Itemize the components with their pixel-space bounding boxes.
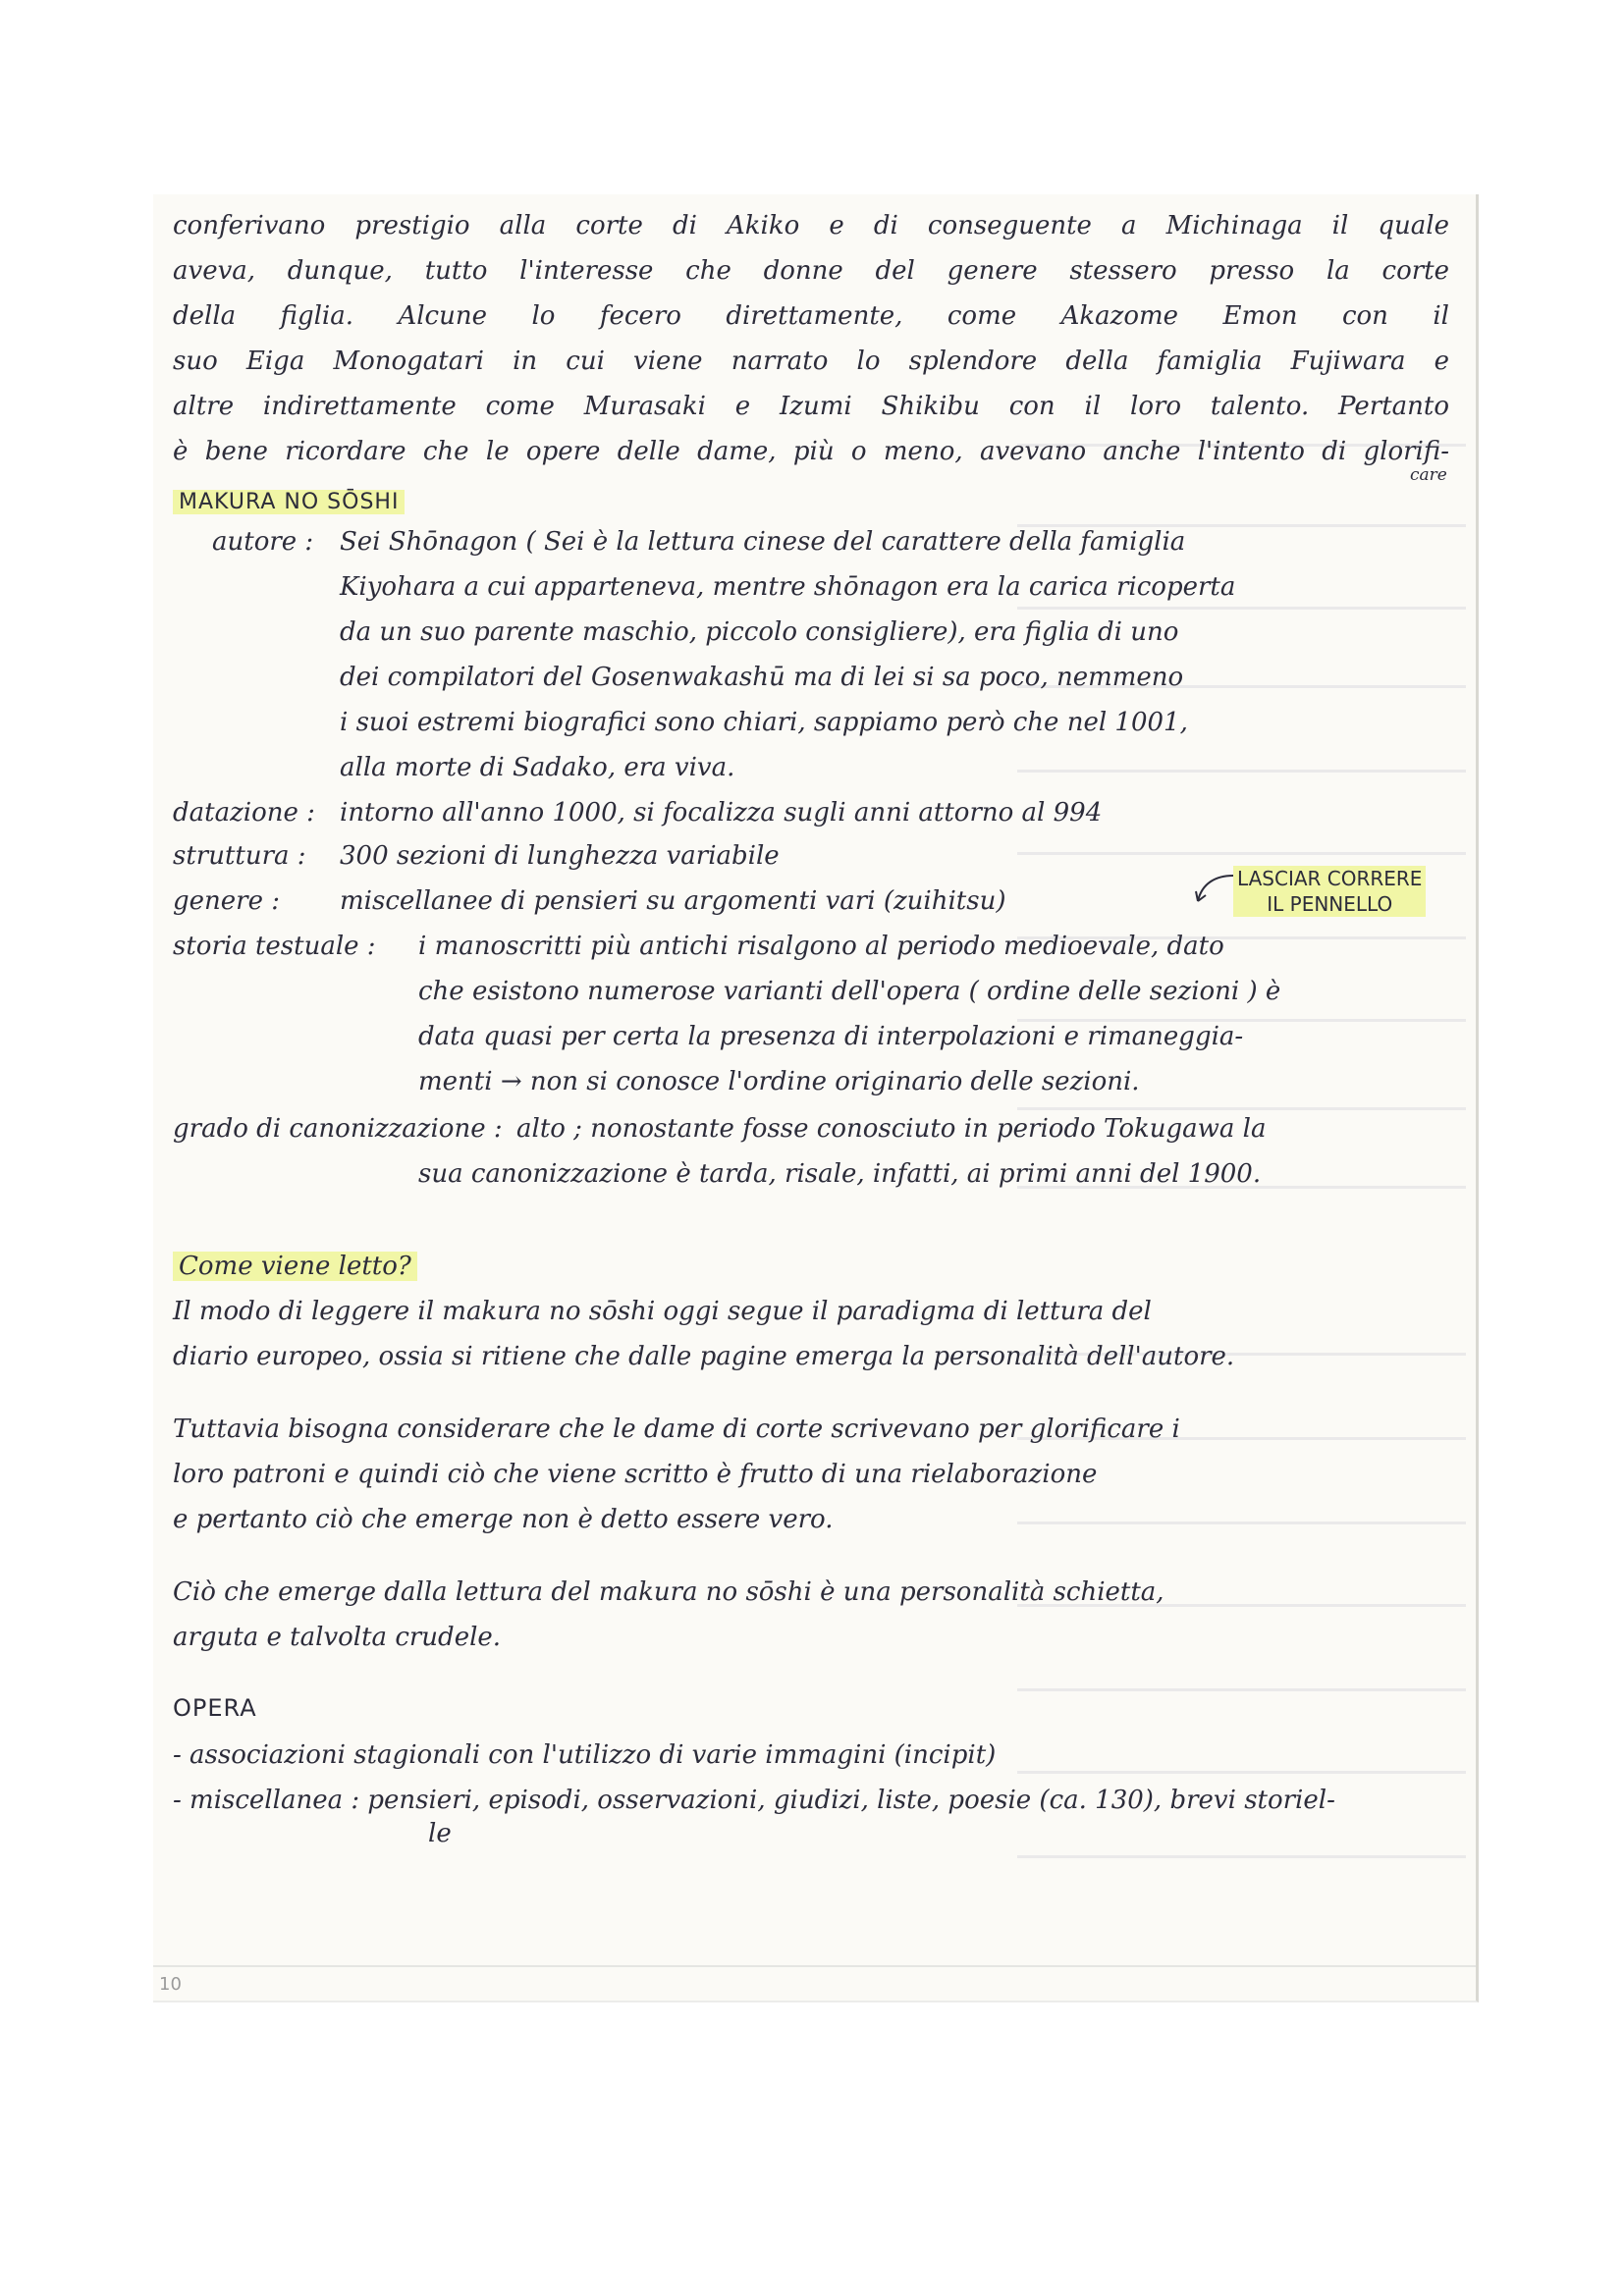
curved-arrow-icon: [1194, 872, 1237, 905]
genere-side-note: [1233, 866, 1426, 917]
intro-line: conferivano prestigio alla corte di Akiko e di conseguente a Michinaga il quale: [173, 211, 1449, 240]
storia-line: menti → non si conosce l'ordine originario delle sezioni.: [418, 1067, 1140, 1096]
grado-label: grado di canonizzazione :: [173, 1114, 503, 1144]
margin-note: care: [1410, 465, 1447, 485]
grado-line: alto ; nonostante fosse conosciuto in periodo Tokugawa la: [516, 1114, 1267, 1144]
reading-p1-line: diario europeo, ossia si ritiene che dalle pagine emerga la personalità dell'autore.: [173, 1342, 1235, 1371]
opera-title-text: OPERA: [173, 1694, 257, 1722]
autore-label: autore :: [212, 527, 314, 557]
bleed-through-line: [1017, 1522, 1466, 1524]
reading-p3-line: Ciò che emerge dalla lettura del makura no sōshi è una personalità schietta,: [173, 1577, 1164, 1607]
opera-item-continuation: le: [428, 1819, 452, 1848]
autore-line: Kiyohara a cui apparteneva, mentre shōnagon era la carica ricoperta: [340, 572, 1236, 602]
intro-line: altre indirettamente come Murasaki e Izumi Shikibu con il loro talento. Pertanto: [173, 392, 1449, 421]
opera-item: - associazioni stagionali con l'utilizzo di varie immagini (incipit): [173, 1740, 997, 1770]
page-bottom-rule: [153, 1965, 1476, 1967]
reading-p3-line: arguta e talvolta crudele.: [173, 1623, 502, 1652]
intro-line: è bene ricordare che le opere delle dame, più o meno, avevano anche l'intento di glorifi-: [173, 437, 1449, 466]
reading-p2-line: loro patroni e quindi ciò che viene scritto è frutto di una rielaborazione: [173, 1460, 1098, 1489]
bleed-through-line: [1017, 1771, 1466, 1774]
autore-line: Sei Shōnagon ( Sei è la lettura cinese del carattere della famiglia: [340, 527, 1186, 557]
reading-p2-line: e pertanto ciò che emerge non è detto essere vero.: [173, 1505, 834, 1534]
storia-line: i manoscritti più antichi risalgono al periodo medioevale, dato: [418, 932, 1224, 961]
opera-title: [173, 1688, 257, 1728]
section-heading: [173, 481, 405, 522]
struttura-text: 300 sezioni di lunghezza variabile: [340, 841, 780, 871]
datazione-text: intorno all'anno 1000, si focalizza sugli anni attorno al 994: [340, 798, 1103, 828]
side-note-line: LASCIAR CORRERE: [1237, 867, 1423, 890]
bleed-through-line: [1017, 852, 1466, 855]
bleed-through-line: [1017, 607, 1466, 610]
autore-line: da un suo parente maschio, piccolo consigliere), era figlia di uno: [340, 617, 1179, 647]
bleed-through-line: [1017, 1855, 1466, 1858]
reading-p1-line: Il modo di leggere il makura no sōshi oggi segue il paradigma di lettura del: [173, 1297, 1152, 1326]
autore-line: alla morte di Sadako, era viva.: [340, 753, 735, 782]
bleed-through-line: [1017, 1688, 1466, 1691]
reading-title-highlight: Come viene letto?: [173, 1252, 417, 1281]
bleed-through-line: [1017, 770, 1466, 773]
grado-line: sua canonizzazione è tarda, risale, infatti, ai primi anni del 1900.: [418, 1159, 1262, 1189]
datazione-label: datazione :: [173, 798, 315, 828]
genere-label: genere :: [173, 886, 281, 916]
page-number: 10: [159, 1974, 182, 1995]
storia-line: che esistono numerose varianti dell'opera ( ordine delle sezioni ) è: [418, 977, 1281, 1006]
notebook-page: [153, 194, 1479, 2002]
heading-highlight: MAKURA NO SŌSHI: [173, 490, 405, 514]
opera-item: - miscellanea : pensieri, episodi, osservazioni, giudizi, liste, poesie (ca. 130), brevi storiel-: [173, 1786, 1335, 1815]
intro-line: della figlia. Alcune lo fecero direttamente, come Akazome Emon con il: [173, 301, 1449, 331]
reading-p2-line: Tuttavia bisogna considerare che le dame di corte scrivevano per glorificare i: [173, 1415, 1180, 1444]
intro-line: suo Eiga Monogatari in cui viene narrato lo splendore della famiglia Fujiwara e: [173, 347, 1449, 376]
struttura-label: struttura :: [173, 841, 306, 871]
autore-line: i suoi estremi biografici sono chiari, sappiamo però che nel 1001,: [340, 708, 1188, 737]
storia-label: storia testuale :: [173, 932, 376, 961]
storia-line: data quasi per certa la presenza di interpolazioni e rimaneggia-: [418, 1022, 1244, 1051]
intro-line: aveva, dunque, tutto l'interesse che donne del genere stessero presso la corte: [173, 256, 1449, 286]
autore-line: dei compilatori del Gosenwakashū ma di lei si sa poco, nemmeno: [340, 663, 1184, 692]
reading-title: [173, 1247, 417, 1286]
genere-text: miscellanee di pensieri su argomenti vari (zuihitsu): [340, 886, 1006, 916]
side-note-line: IL PENNELLO: [1267, 892, 1393, 916]
